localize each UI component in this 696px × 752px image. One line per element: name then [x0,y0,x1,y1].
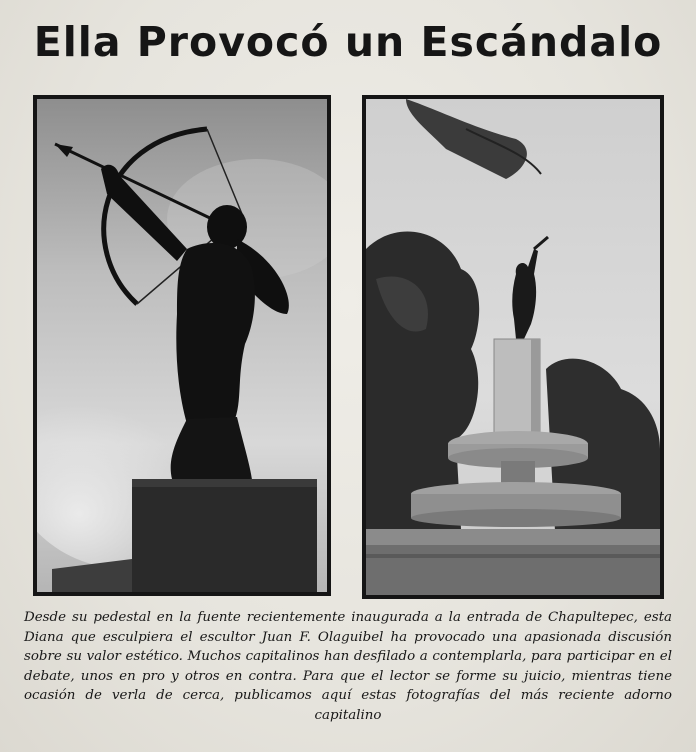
article-caption: Desde su pedestal en la fuente recientemente inaugurada a la entrada de Chapultepec, esta Diana que esculpiera el escultor Juan F. Olaguibel ha provocado una apasionada discusión sobre su valor estético. Muchos capitalinos han desfilado a contemplarla, para participar en el debate, unos en pro y otros en contra. Para que el lector se forme su juicio, mientras tiene ocasión de verla de cerca, publicamos aquí estas fotografías del más reciente adorno capitalino [24,610,672,723]
article-title: Ella Provocó un Escándalo [33,18,663,66]
fountain-scene-image [366,99,660,595]
archer-silhouette-image [37,99,327,592]
archer-statue-photo [33,95,331,596]
fountain-statue-photo [362,95,664,599]
